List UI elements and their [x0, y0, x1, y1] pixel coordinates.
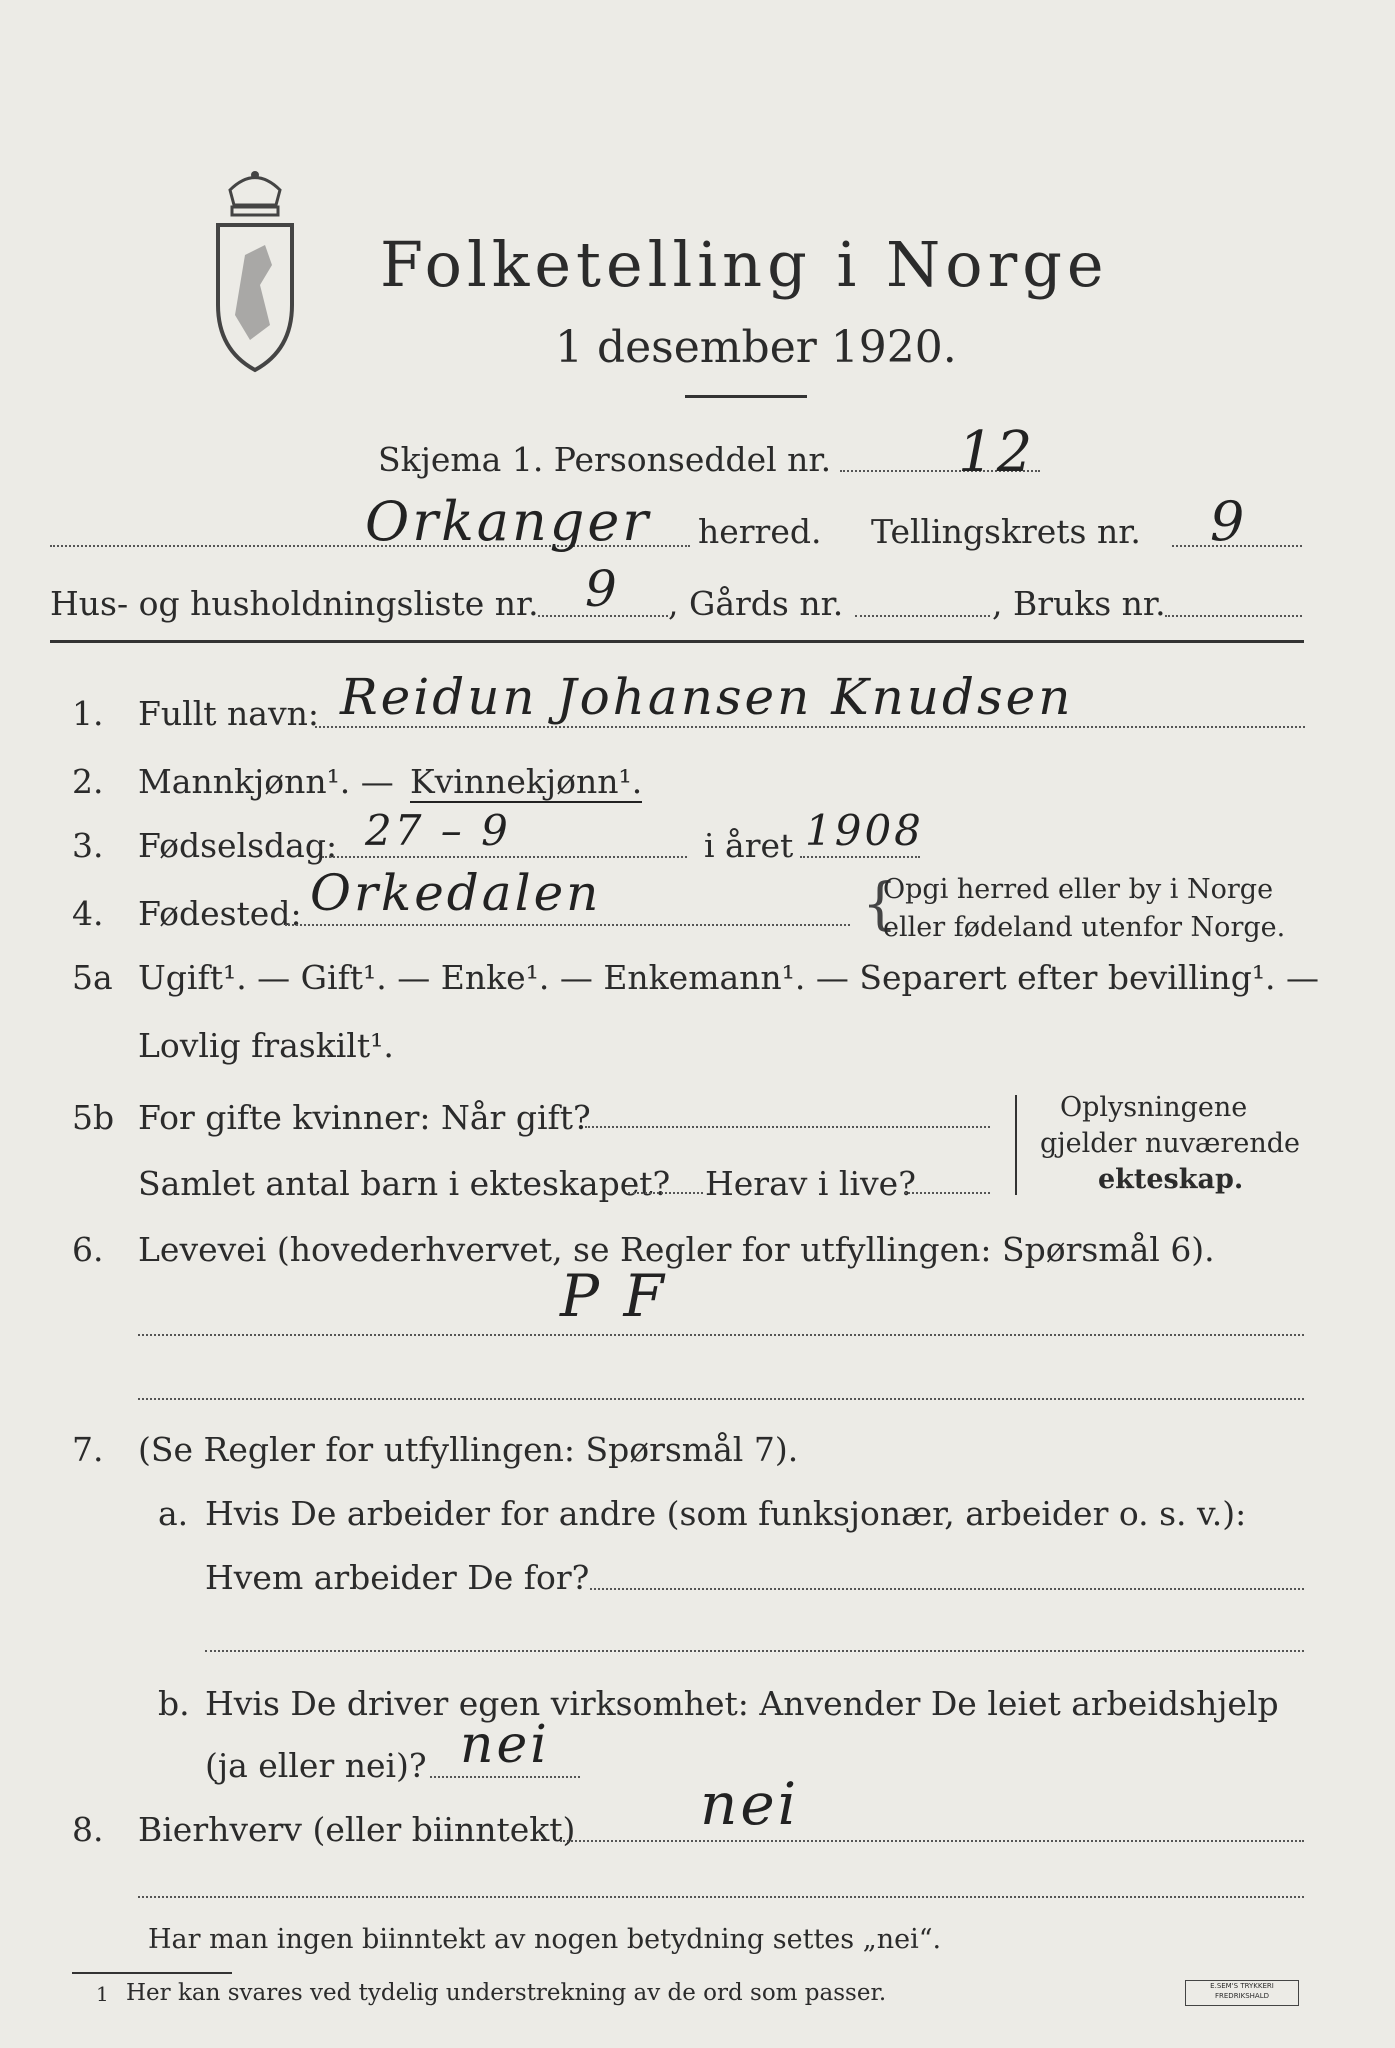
q1-label: Fullt navn: — [138, 694, 319, 733]
q5b-line-1: For gifte kvinner: Når gift? — [138, 1098, 591, 1137]
q7a-dotline-1 — [590, 1588, 1304, 1590]
q8-value[interactable]: nei — [700, 1770, 800, 1838]
hus-label: Hus- og husholdningsliste nr. — [50, 584, 539, 623]
q5b-bracket — [1015, 1095, 1017, 1195]
printer-line-1: E.SEM'S TRYKKERI — [1210, 1982, 1274, 1990]
hus-value[interactable]: 9 — [585, 560, 620, 618]
q7b-dotline — [430, 1776, 580, 1778]
q5b-barn-dotline — [628, 1192, 703, 1194]
q5b-line-2b: Herav i live? — [705, 1164, 916, 1203]
footer-note: Har man ingen biinntekt av nogen betydning settes „nei“. — [148, 1924, 942, 1955]
q5b-live-dotline — [905, 1192, 990, 1194]
q3-year-value[interactable]: 1908 — [805, 806, 924, 855]
q4-note-2: eller fødeland utenfor Norge. — [883, 912, 1286, 943]
q3-value[interactable]: 27 – 9 — [365, 806, 511, 855]
q6-label: Levevei (hovederhvervet, se Regler for utfyllingen: Spørsmål 6). — [138, 1230, 1215, 1269]
bruks-dotline — [1165, 615, 1302, 617]
printer-mark — [1185, 1980, 1299, 2006]
section-divider — [50, 640, 1304, 643]
gards-dotline — [855, 615, 990, 617]
q7b-line-1: Hvis De driver egen virksomhet: Anvender De leiet arbeidshjelp — [205, 1684, 1279, 1723]
q6-dotline-2 — [138, 1398, 1304, 1400]
q3-year-label: i året — [704, 826, 794, 865]
q8-label: Bierhverv (eller biinntekt) — [138, 1810, 576, 1849]
q2-number: 2. — [72, 762, 104, 801]
q8-dotline-1 — [560, 1840, 1304, 1842]
q5b-note-3: ekteskap. — [1098, 1164, 1244, 1195]
q2-female[interactable]: Kvinnekjønn¹. — [410, 762, 643, 801]
tellingskrets-value[interactable]: 9 — [1210, 490, 1248, 553]
q7b-value[interactable]: nei — [460, 1715, 550, 1775]
footnote-number: 1 — [96, 1982, 109, 2006]
q1-value[interactable]: Reidun Johansen Knudsen — [340, 668, 1074, 726]
printer-line-2: FREDRIKSHALD — [1214, 1992, 1269, 2000]
q8-number: 8. — [72, 1810, 104, 1849]
q5b-gift-dotline — [585, 1126, 990, 1128]
q5a-number: 5a — [72, 958, 113, 997]
q5b-note-1: Oplysningene — [1060, 1092, 1248, 1123]
gards-label: , Gårds nr. — [668, 584, 844, 623]
schema-label: Skjema 1. Personseddel nr. — [378, 440, 832, 479]
tellingskrets-label: Tellingskrets nr. — [871, 512, 1141, 551]
document-date: 1 desember 1920. — [555, 322, 957, 373]
footnote-text: Her kan svares ved tydelig understrekning av de ord som passer. — [126, 1980, 887, 2006]
q7a-line-2: Hvem arbeider De for? — [205, 1558, 590, 1597]
q8-dotline-2 — [138, 1896, 1304, 1898]
q6-value[interactable]: P F — [560, 1262, 667, 1330]
q5b-note-2: gjelder nuværende — [1040, 1128, 1300, 1159]
header-divider — [685, 395, 807, 398]
q7-number: 7. — [72, 1430, 104, 1469]
q4-number: 4. — [72, 894, 104, 933]
herred-value[interactable]: Orkanger — [365, 490, 652, 553]
q4-value[interactable]: Orkedalen — [310, 864, 602, 922]
q7a-number: a. — [158, 1494, 189, 1533]
document-title: Folketelling i Norge — [380, 228, 1109, 301]
q4-note-1: Opgi herred eller by i Norge — [883, 874, 1274, 905]
q3-number: 3. — [72, 826, 104, 865]
q4-dotline — [285, 924, 850, 926]
q1-number: 1. — [72, 694, 104, 733]
q7a-line-1: Hvis De arbeider for andre (som funksjonær, arbeider o. s. v.): — [205, 1494, 1247, 1533]
q5a-options[interactable]: Ugift¹. — Gift¹. — Enke¹. — Enkemann¹. — Separert efter bevilling¹. — — [138, 958, 1320, 997]
q6-number: 6. — [72, 1230, 104, 1269]
footnote-divider — [72, 1972, 232, 1974]
q5b-number: 5b — [72, 1098, 115, 1137]
q7-label: (Se Regler for utfyllingen: Spørsmål 7). — [138, 1430, 799, 1469]
q7b-number: b. — [158, 1684, 190, 1723]
q4-brace: { — [862, 872, 898, 937]
coat-of-arms-icon — [210, 165, 300, 375]
q5a-fraskilt[interactable]: Lovlig fraskilt¹. — [138, 1026, 394, 1065]
schema-value[interactable]: 12 — [958, 420, 1036, 485]
q7a-dotline-2 — [205, 1650, 1304, 1652]
q7b-line-2: (ja eller nei)? — [205, 1746, 427, 1785]
q4-label: Fødested: — [138, 894, 302, 933]
q2-male[interactable]: Mannkjønn¹. — — [138, 762, 394, 801]
q3-dotline — [322, 856, 687, 858]
q1-dotline — [315, 726, 1305, 728]
q3-label: Fødselsdag: — [138, 826, 338, 865]
q3-year-dotline — [800, 856, 920, 858]
q6-dotline-1 — [138, 1334, 1304, 1336]
herred-label: herred. — [698, 512, 822, 551]
q5b-line-2a: Samlet antal barn i ekteskapet? — [138, 1164, 671, 1203]
bruks-label: , Bruks nr. — [992, 584, 1166, 623]
